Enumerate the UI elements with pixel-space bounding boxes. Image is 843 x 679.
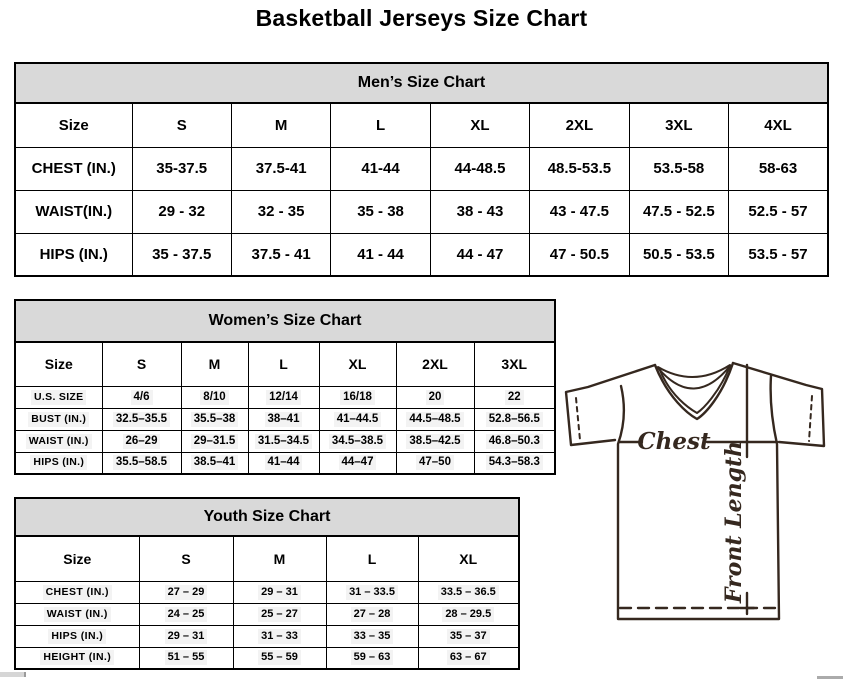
table-cell: 41–44.5	[319, 408, 396, 430]
table-cell: 53.5-58	[629, 147, 728, 190]
column-header-l: L	[326, 536, 418, 581]
table-cell: 35 – 37	[418, 625, 519, 647]
womens-size-chart-table	[14, 299, 556, 475]
column-header-s: S	[102, 342, 181, 386]
table-cell: 16/18	[319, 386, 396, 408]
table-cell: 31 – 33	[233, 625, 326, 647]
table-cell: 46.8–50.3	[474, 430, 555, 452]
table-cell: 37.5-41	[231, 147, 330, 190]
table-cell: 33 – 35	[326, 625, 418, 647]
table-cell: 29 – 31	[139, 625, 233, 647]
table-cell: 47.5 - 52.5	[629, 190, 728, 233]
table-cell: 20	[396, 386, 474, 408]
table-row	[15, 386, 555, 408]
row-label: WAIST (IN.)	[15, 430, 102, 452]
row-label: HIPS (IN.)	[15, 233, 132, 276]
table-cell: 47–50	[396, 452, 474, 474]
table-cell: 31.5–34.5	[248, 430, 319, 452]
column-header-3xl: 3XL	[629, 103, 728, 147]
column-header-3xl: 3XL	[474, 342, 555, 386]
table-cell: 53.5 - 57	[729, 233, 828, 276]
page-title: Basketball Jerseys Size Chart	[255, 5, 588, 31]
table-cell: 24 – 25	[139, 603, 233, 625]
size-header-cell: Size	[15, 103, 132, 147]
table-cell: 32.5–35.5	[102, 408, 181, 430]
table-cell: 32 - 35	[231, 190, 330, 233]
jersey-measurement-diagram	[558, 356, 838, 628]
table-cell: 35 - 37.5	[132, 233, 231, 276]
table-cell: 27 – 28	[326, 603, 418, 625]
column-header-xl: XL	[418, 536, 519, 581]
jersey-collar-back-arc	[658, 365, 730, 377]
table-cell: 22	[474, 386, 555, 408]
table-cell: 31 – 33.5	[326, 581, 418, 603]
row-label: BUST (IN.)	[15, 408, 102, 430]
table-cell: 63 – 67	[418, 647, 519, 669]
table-cell: 55 – 59	[233, 647, 326, 669]
table-cell: 44-48.5	[430, 147, 529, 190]
column-header-m: M	[181, 342, 248, 386]
table-cell: 41 - 44	[331, 233, 430, 276]
chest-label: Chest	[637, 428, 711, 455]
table-cell: 38–41	[248, 408, 319, 430]
table-cell: 29 - 32	[132, 190, 231, 233]
size-header-cell: Size	[15, 536, 139, 581]
table-cell: 44 - 47	[430, 233, 529, 276]
row-label: HIPS (IN.)	[15, 452, 102, 474]
column-header-l: L	[248, 342, 319, 386]
table-cell: 29–31.5	[181, 430, 248, 452]
column-header-2xl: 2XL	[396, 342, 474, 386]
table-cell: 52.5 - 57	[729, 190, 828, 233]
table-cell: 25 – 27	[233, 603, 326, 625]
column-header-xl: XL	[430, 103, 529, 147]
table-cell: 34.5–38.5	[319, 430, 396, 452]
table-row	[15, 190, 828, 233]
column-header-l: L	[331, 103, 430, 147]
table-cell: 12/14	[248, 386, 319, 408]
table-row	[15, 581, 519, 603]
column-header-s: S	[132, 103, 231, 147]
table-title-band: Women’s Size Chart	[15, 300, 555, 342]
column-header-xl: XL	[319, 342, 396, 386]
table-cell: 48.5-53.5	[530, 147, 629, 190]
table-cell: 52.8–56.5	[474, 408, 555, 430]
table-row	[15, 147, 828, 190]
table-cell: 35 - 38	[331, 190, 430, 233]
mens-size-chart-table	[14, 62, 829, 277]
table-cell: 51 – 55	[139, 647, 233, 669]
table-cell: 58-63	[729, 147, 828, 190]
table-cell: 50.5 - 53.5	[629, 233, 728, 276]
table-row	[15, 603, 519, 625]
table-row	[15, 408, 555, 430]
table-row	[15, 647, 519, 669]
table-row	[15, 233, 828, 276]
table-cell: 41–44	[248, 452, 319, 474]
table-cell: 8/10	[181, 386, 248, 408]
row-label: U.S. SIZE	[15, 386, 102, 408]
size-header-cell: Size	[15, 342, 102, 386]
table-cell: 43 - 47.5	[530, 190, 629, 233]
table-cell: 28 – 29.5	[418, 603, 519, 625]
table-row	[15, 430, 555, 452]
jersey-left-cuff-dashed-seam	[576, 398, 580, 440]
jersey-right-cuff-dashed-seam	[809, 396, 812, 441]
table-cell: 41-44	[331, 147, 430, 190]
column-header-s: S	[139, 536, 233, 581]
table-cell: 26–29	[102, 430, 181, 452]
column-header-m: M	[233, 536, 326, 581]
column-header-2xl: 2XL	[530, 103, 629, 147]
youth-size-chart-table	[14, 497, 520, 670]
table-cell: 38.5–41	[181, 452, 248, 474]
row-label: HEIGHT (IN.)	[15, 647, 139, 669]
row-label: CHEST (IN.)	[15, 147, 132, 190]
table-title-band: Men’s Size Chart	[15, 63, 828, 103]
table-cell: 27 – 29	[139, 581, 233, 603]
table-cell: 4/6	[102, 386, 181, 408]
table-row	[15, 625, 519, 647]
row-label: WAIST(IN.)	[15, 190, 132, 233]
table-cell: 38.5–42.5	[396, 430, 474, 452]
scrollbar-fragment-left[interactable]	[0, 672, 26, 677]
column-header-4xl: 4XL	[729, 103, 828, 147]
table-cell: 47 - 50.5	[530, 233, 629, 276]
table-cell: 35-37.5	[132, 147, 231, 190]
row-label: CHEST (IN.)	[15, 581, 139, 603]
table-cell: 44.5–48.5	[396, 408, 474, 430]
table-cell: 38 - 43	[430, 190, 529, 233]
table-title-band: Youth Size Chart	[15, 498, 519, 536]
front-length-label: Front Length	[721, 440, 747, 604]
row-label: WAIST (IN.)	[15, 603, 139, 625]
table-cell: 37.5 - 41	[231, 233, 330, 276]
table-cell: 54.3–58.3	[474, 452, 555, 474]
table-cell: 35.5–38	[181, 408, 248, 430]
row-label: HIPS (IN.)	[15, 625, 139, 647]
table-cell: 35.5–58.5	[102, 452, 181, 474]
column-header-m: M	[231, 103, 330, 147]
table-cell: 29 – 31	[233, 581, 326, 603]
table-cell: 44–47	[319, 452, 396, 474]
table-cell: 59 – 63	[326, 647, 418, 669]
table-row	[15, 452, 555, 474]
table-cell: 33.5 – 36.5	[418, 581, 519, 603]
